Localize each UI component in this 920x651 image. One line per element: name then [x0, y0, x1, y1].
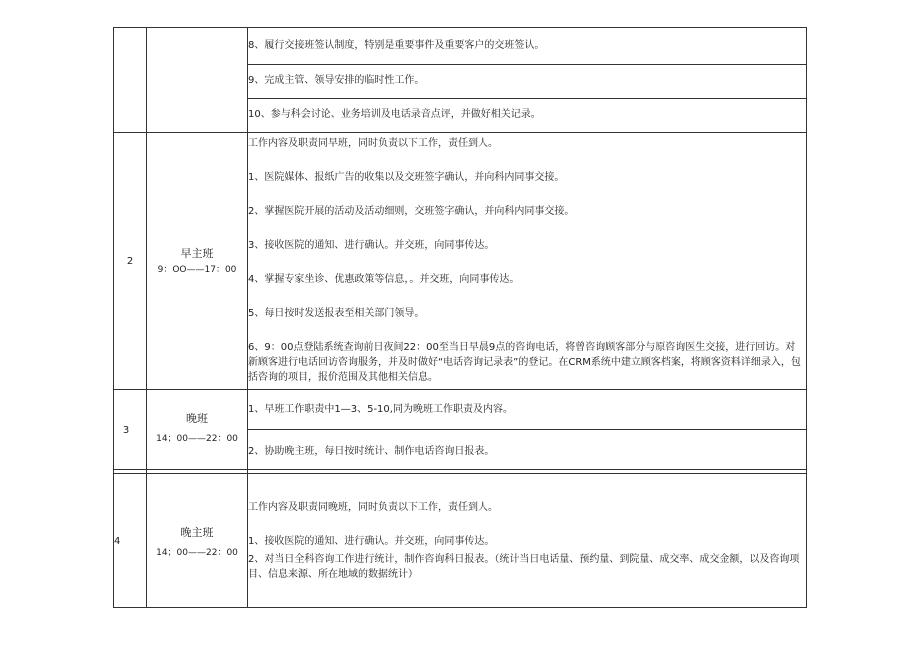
row-number: 3	[122, 425, 130, 436]
duty-item: 1、早班工作职责中1—3、5-10,同为晚班工作职责及内容。	[248, 404, 513, 415]
shift-time: 14；00——22：00	[156, 434, 238, 444]
table-border-top	[113, 27, 807, 28]
duty-item: 10、参与科会讨论、业务培训及电话录音点评，并做好相关记录。	[248, 109, 541, 120]
cell-separator	[247, 98, 807, 99]
row-separator	[113, 132, 807, 133]
row-separator	[113, 389, 807, 390]
cell-separator	[247, 429, 807, 430]
duty-item: 1、医院媒体、报纸广告的收集以及交班签字确认，并向科内同事交接。	[248, 172, 565, 183]
duty-intro: 工作内容及职责同早班，同时负责以下工作，责任到人。	[248, 138, 498, 149]
shift-name: 晚班	[186, 412, 208, 425]
duty-item: 3、接收医院的通知、进行确认。并交班，向同事传达。	[248, 240, 495, 251]
shift-name: 早主班	[180, 247, 214, 260]
table-border-left	[113, 27, 114, 608]
duty-intro: 工作内容及职责同晚班，同时负责以下工作，责任到人。	[248, 502, 498, 513]
shift-name: 晚主班	[180, 526, 214, 539]
row-separator	[113, 473, 807, 474]
duty-item: 5、每日按时发送报表至相关部门领导。	[248, 308, 425, 319]
duty-item: 6、9：00点登陆系统查询前日夜间22：00至当日早晨9点的咨询电话，将曾咨询顾客部分与原咨询医生交接，进行回访。对新顾客进行电话回访咨询服务，并及时做好“电话咨询记录表”的登记。在CRM系统中建立顾客档案，将顾客资料详细录入，包括咨询的项目，报价范围及其他相关信息。	[248, 342, 801, 383]
shift-time: 14；00——22：00	[156, 548, 238, 558]
table-border-bottom	[113, 607, 807, 608]
row-number: 2	[126, 256, 134, 267]
table-border-right	[806, 27, 807, 608]
duty-item: 1、接收医院的通知、进行确认。并交班，向同事传达。	[248, 536, 495, 547]
duty-item: 4、掌握专家坐诊、优惠政策等信息，。并交班，向同事传达。	[248, 274, 520, 285]
table-divider-number	[146, 27, 147, 608]
duty-item: 2、掌握医院开展的活动及活动细则，交班签字确认，并向科内同事交接。	[248, 206, 575, 217]
cell-separator	[247, 64, 807, 65]
duty-item: 9、完成主管、领导安排的临时性工作。	[248, 75, 425, 86]
duty-item: 2、对当日全科咨询工作进行统计，制作咨询科日报表。（统计当日电话量、预约量、到院量、成交率、成交金额，以及咨询项目、信息来源、所在地域的数据统计）	[248, 554, 800, 580]
duty-item: 2、协助晚主班，每日按时统计、制作电话咨询日报表。	[248, 446, 495, 457]
row-number: 4	[114, 536, 121, 547]
row-separator	[113, 469, 807, 470]
shift-time: 9：OO——17：00	[157, 265, 237, 275]
duty-item: 8、履行交接班签认制度，特别是重要事件及重要客户的交班签认。	[248, 40, 545, 51]
